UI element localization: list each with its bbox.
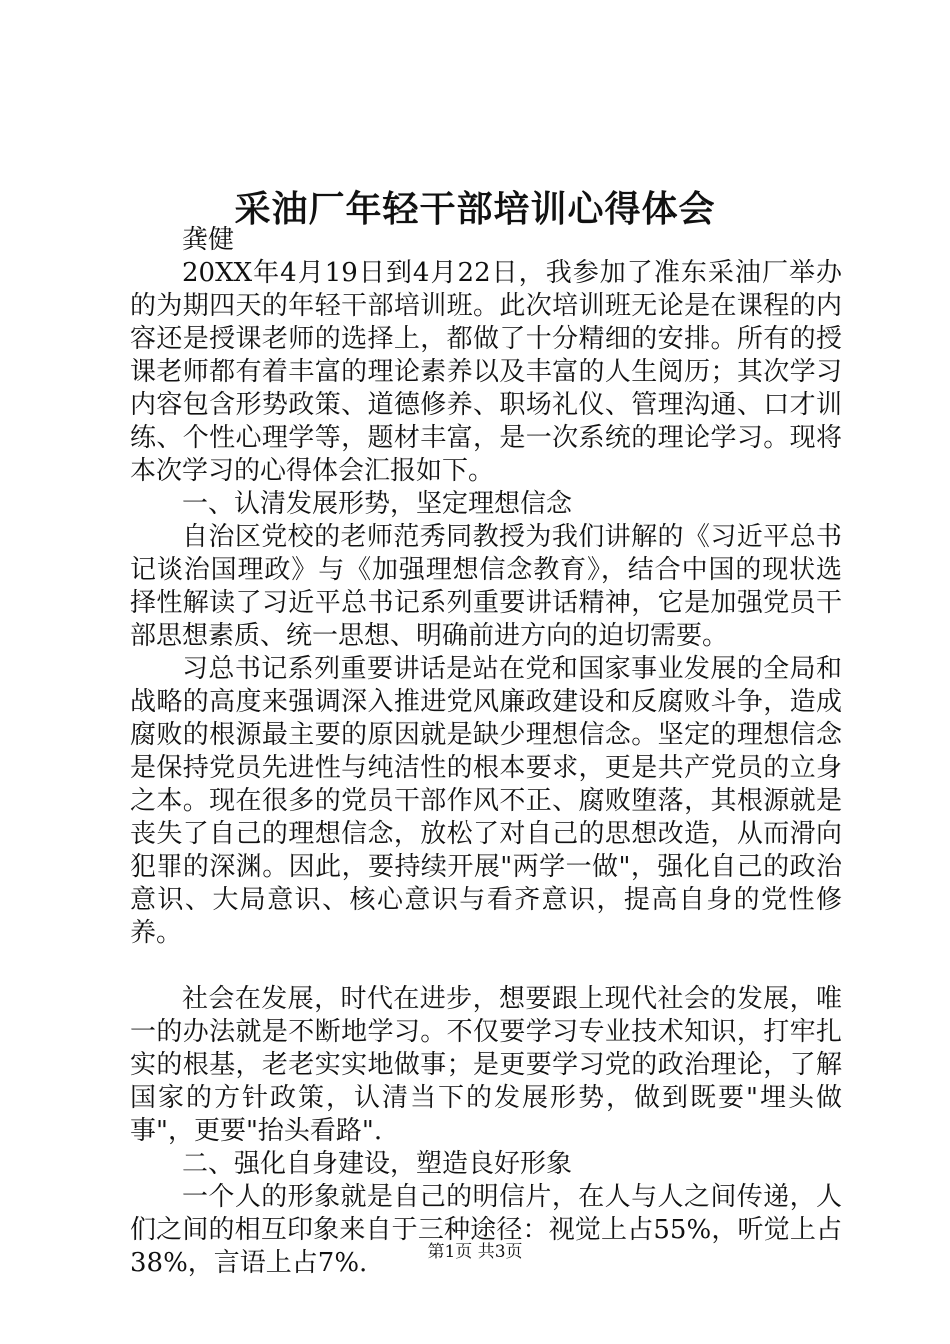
paragraph-party-school: 自治区党校的老师范秀同教授为我们讲解的《习近平总书记谈治国理政》与《加强理想信念教育》，结合中国的现状选择性解读了习近平总书记系列重要讲话精神，它是加强党员干部思想素质、统一思想、明确前进方向的迫切需要。 xyxy=(130,522,842,651)
paragraph-intro: 20XX年4月19日到4月22日，我参加了准东采油厂举办的为期四天的年轻干部培训班。此次培训班无论是在课程的内容还是授课老师的选择上，都做了十分精细的安排。所有的授课老师都有着丰富的理论素养以及丰富的人生阅历；其次学习内容包含形势政策、道德修养、职场礼仪、管理沟通、口才训练、个性心理学等，题材丰富，是一次系统的理论学习。现将本次学习的心得体会汇报如下。 xyxy=(130,258,842,486)
page-number-footer: 第1页 共3页 xyxy=(427,1242,523,1262)
paragraph-image: 一个人的形象就是自己的明信片，在人与人之间传递，人们之间的相互印象来自于三种途径：视觉上占55%，听觉上占38%，言语上占7%. xyxy=(130,1182,842,1278)
document-title: 采油厂年轻干部培训心得体会 xyxy=(234,188,716,230)
author-line: 龚健 xyxy=(182,225,235,255)
paragraph-learning: 社会在发展，时代在进步，想要跟上现代社会的发展，唯一的办法就是不断地学习。不仅要学习专业技术知识，打牢扎实的根基，老老实实地做事；是更要学习党的政治理论，了解国家的方针政策，认清当下的发展形势，做到既要"埋头做事"，更要"抬头看路". xyxy=(130,984,842,1146)
section-heading-2: 二、强化自身建设，塑造良好形象 xyxy=(182,1149,573,1179)
document-body xyxy=(130,224,842,1280)
section-heading-1: 一、认清发展形势，坚定理想信念 xyxy=(182,489,573,519)
paragraph-speech: 习总书记系列重要讲话是站在党和国家事业发展的全局和战略的高度来强调深入推进党风廉政建设和反腐败斗争，造成腐败的根源最主要的原因就是缺少理想信念。坚定的理想信念是保持党员先进性与纯洁性的根本要求，更是共产党员的立身之本。现在很多的党员干部作风不正、腐败堕落，其根源就是丧失了自己的理想信念，放松了对自己的思想改造，从而滑向犯罪的深渊。因此，要持续开展"两学一做"，强化自己的政治意识、大局意识、核心意识与看齐意识，提高自身的党性修养。 xyxy=(130,654,842,948)
